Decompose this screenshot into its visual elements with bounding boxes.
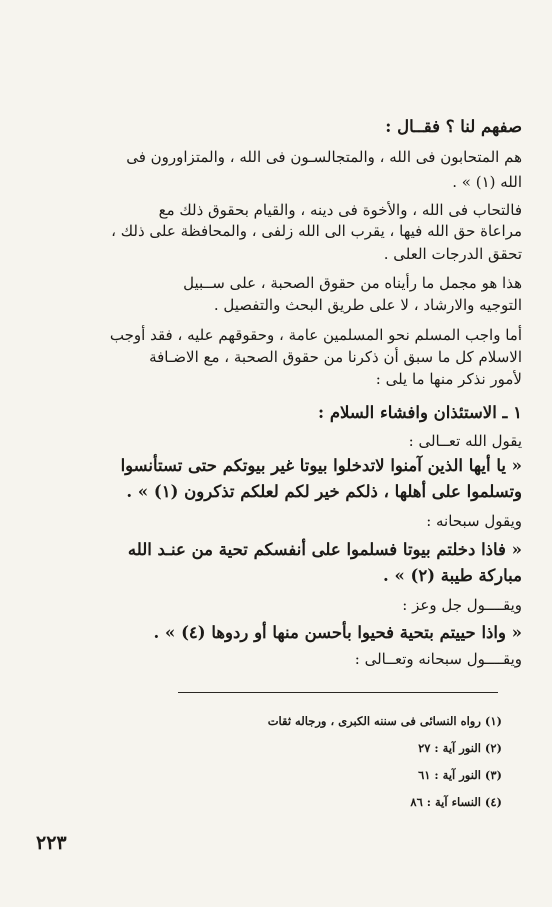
footnote: (٤) النساء آية : ٨٦ — [410, 795, 502, 809]
question-line: صفهم لنا ؟ فقــال : — [385, 117, 522, 136]
paragraph-line: فالتحاب فى الله ، والأخوة فى دينه ، والقيام بحقوق ذلك مع — [158, 201, 522, 219]
intro-line: ويقول سبحانه : — [426, 512, 522, 530]
hadith-line: الله (١) » . — [452, 173, 522, 191]
hadith-line: هم المتحابون فى الله ، والمتجالسـون فى الله ، والمتزاورون فى — [126, 148, 522, 166]
page-number: ٢٢٣ — [36, 832, 67, 854]
footnote-divider — [178, 692, 498, 693]
footnote: (١) رواه النسائى فى سننه الكبرى ، ورجاله ثقات — [267, 714, 502, 728]
intro-line: ويقــــول جل وعز : — [402, 596, 522, 614]
verse-line: « فاذا دخلتم بيوتا فسلموا على أنفسكم تحية من عنـد الله — [127, 540, 522, 559]
verse-line: « واذا حييتم بتحية فحيوا بأحسن منها أو ردوها (٤) » . — [153, 623, 522, 642]
intro-line: ويقــــول سبحانه وتعــالى : — [354, 650, 522, 668]
verse-line: مباركة طيبة (٢) » . — [383, 566, 522, 585]
paragraph-line: تحقق الدرجات العلى . — [383, 245, 522, 263]
paragraph-line: هذا هو مجمل ما رأيناه من حقوق الصحبة ، على ســبيل — [183, 274, 522, 292]
verse-line: وتسلموا على أهلها ، ذلكم خير لكم لعلكم تذكرون (١) » . — [126, 482, 522, 501]
intro-line: يقول الله تعــالى : — [408, 432, 522, 450]
section-heading: ١ ـ الاستئذان وافشاء السلام : — [318, 403, 522, 422]
footnote: (٣) النور آية : ٦١ — [418, 768, 502, 782]
paragraph-line: أما واجب المسلم نحو المسلمين عامة ، وحقوقهم عليه ، فقد أوجب — [109, 326, 522, 344]
footnote: (٢) النور آية : ٢٧ — [418, 741, 502, 755]
verse-line: « يا أيها الذين آمنوا لاتدخلوا بيوتا غير بيوتكم حتى تستأنسوا — [120, 456, 522, 475]
paragraph-line: التوجيه والارشاد ، لا على طريق البحث والتفصيل . — [213, 296, 522, 314]
paragraph-line: الاسلام كل ما سبق أن ذكرنا من حقوق الصحبة ، مع الاضـافة — [149, 348, 522, 366]
paragraph-line: لأمور نذكر منها ما يلى : — [375, 370, 522, 388]
paragraph-line: مراعاة حق الله فيها ، يقرب الى الله زلفى ، والمحافظة على ذلك ، — [111, 222, 522, 240]
